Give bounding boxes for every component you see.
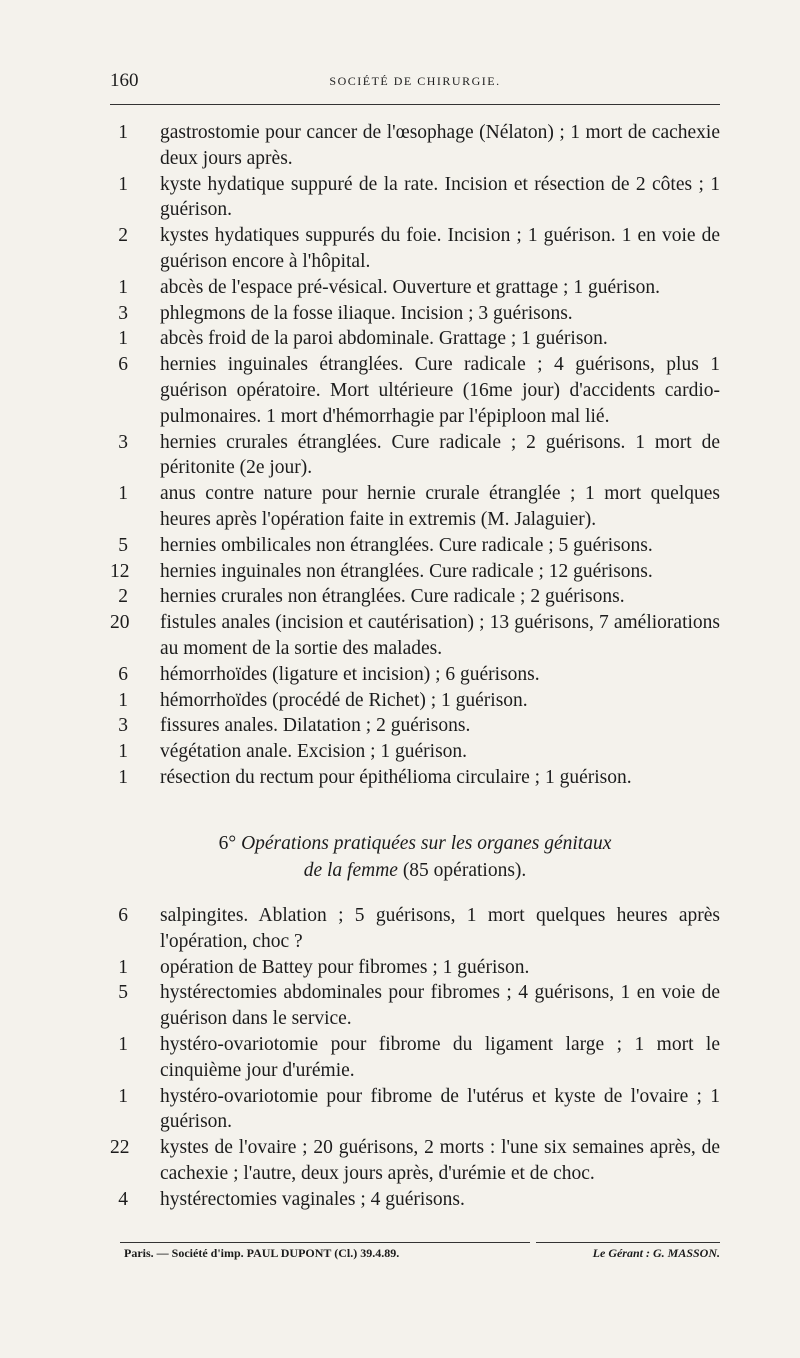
entry-count: 3 [118, 715, 128, 737]
section-heading [110, 830, 720, 884]
page-header [110, 70, 720, 94]
entry-text: hémorrhoïdes (procédé de Richet) ; 1 guérison. [160, 689, 528, 711]
entry-text: hernies crurales non étranglées. Cure radicale ; 2 guérisons. [160, 586, 625, 608]
entry-count: 1 [118, 122, 128, 143]
entry-count: 1 [118, 173, 128, 195]
section-count: (85 opérations). [402, 860, 527, 881]
list-item [110, 980, 720, 1032]
entry-count: 5 [118, 534, 128, 556]
section-number: 6° [218, 833, 237, 854]
entry-text: anus contre nature pour hernie crurale étranglée ; 1 mort quelques heures après l'opération faite in extremis (M. Jalaguier). [160, 483, 720, 530]
entry-text: hernies inguinales non étranglées. Cure radicale ; 12 guérisons. [160, 560, 653, 582]
list-item [110, 223, 720, 275]
entry-count: 22 [110, 1137, 130, 1159]
entry-count: 5 [118, 982, 128, 1004]
list-item [110, 1187, 720, 1213]
entry-text: hystérectomies abdominales pour fibromes ; 4 guérisons, 1 en voie de guérison dans le service. [160, 982, 720, 1030]
entry-text: hémorrhoïdes (ligature et incision) ; 6 guérisons. [160, 663, 540, 685]
entry-count: 12 [110, 560, 130, 582]
entry-count: 2 [118, 586, 128, 608]
list-item [110, 765, 720, 791]
entry-text: abcès de l'espace pré-vésical. Ouverture et grattage ; 1 guérison. [160, 276, 660, 298]
entry-text: gastrostomie pour cancer de l'œsophage (Nélaton) ; 1 mort de cachexie deux jours après. [160, 122, 720, 169]
entry-count: 1 [118, 483, 128, 505]
entry-count: 1 [118, 689, 128, 711]
entry-text: kystes hydatiques suppurés du foie. Incision ; 1 guérison. 1 en voie de guérison encore à l'hôpital. [160, 225, 720, 272]
list-item [110, 481, 720, 533]
entry-text: hernies inguinales étranglées. Cure radicale ; 4 guérisons, plus 1 guérison opératoire. Mort ultérieure (16me jour) d'accidents cardio-pulmonaires. 1 mort d'hémorrhagie par l'épiploon mal lié. [160, 354, 720, 427]
entry-count: 1 [118, 956, 128, 978]
list-item [110, 275, 720, 301]
list-item [110, 1032, 720, 1084]
list-item [110, 739, 720, 765]
list-item [110, 326, 720, 352]
entry-text: hystéro-ovariotomie pour fibrome du ligament large ; 1 mort le cinquième jour d'urémie. [160, 1033, 720, 1081]
list-item [110, 352, 720, 429]
entry-count: 1 [118, 741, 128, 763]
list-item [110, 662, 720, 688]
printer-imprint: Paris. — Société d'imp. PAUL DUPONT (Cl.) 39.4.89. [124, 1246, 400, 1260]
entry-text: phlegmons de la fosse iliaque. Incision ; 3 guérisons. [160, 302, 573, 324]
entry-count: 1 [118, 766, 128, 788]
operations-list-female-genital [110, 903, 720, 1213]
list-item [110, 903, 720, 955]
entry-text: fissures anales. Dilatation ; 2 guérisons. [160, 715, 471, 737]
entry-text: hernies crurales étranglées. Cure radicale ; 2 guérisons. 1 mort de péritonite (2e jour). [160, 431, 720, 479]
list-item [110, 610, 720, 662]
entry-count: 1 [118, 276, 128, 298]
page-footer [120, 1242, 720, 1266]
list-item [110, 559, 720, 585]
running-title: SOCIÉTÉ DE CHIRURGIE. [329, 74, 501, 88]
list-item [110, 120, 720, 172]
list-item [110, 688, 720, 714]
entry-count: 3 [118, 302, 128, 324]
list-item [110, 1135, 720, 1187]
entry-text: hernies ombilicales non étranglées. Cure radicale ; 5 guérisons. [160, 534, 653, 556]
entry-text: hystérectomies vaginales ; 4 guérisons. [160, 1188, 465, 1210]
entry-count: 6 [118, 905, 128, 926]
footer-rule [536, 1242, 720, 1243]
entry-count: 20 [110, 612, 130, 634]
entry-text: hystéro-ovariotomie pour fibrome de l'utérus et kyste de l'ovaire ; 1 guérison. [160, 1085, 720, 1133]
list-item [110, 430, 720, 482]
list-item [110, 955, 720, 981]
section-title-line2: de la femme [303, 860, 398, 881]
entry-count: 2 [118, 225, 128, 247]
entry-count: 3 [118, 431, 128, 453]
entry-count: 1 [118, 1085, 128, 1107]
entry-text: abcès froid de la paroi abdominale. Grattage ; 1 guérison. [160, 328, 608, 350]
entry-text: opération de Battey pour fibromes ; 1 guérison. [160, 956, 530, 978]
manager-credit: Le Gérant : G. MASSON. [592, 1246, 720, 1260]
entry-count: 6 [118, 663, 128, 685]
list-item [110, 533, 720, 559]
section-title-line1: Opérations pratiquées sur les organes génitaux [241, 833, 612, 854]
entry-text: kyste hydatique suppuré de la rate. Incision et résection de 2 côtes ; 1 guérison. [160, 173, 720, 221]
list-item [110, 584, 720, 610]
list-item [110, 1084, 720, 1136]
entry-text: salpingites. Ablation ; 5 guérisons, 1 mort quelques heures après l'opération, choc ? [160, 905, 720, 952]
footer-rule [120, 1242, 530, 1243]
list-item [110, 172, 720, 224]
entry-text: fistules anales (incision et cautérisation) ; 13 guérisons, 7 améliorations au moment de la sortie des malades. [160, 612, 720, 659]
list-item [110, 713, 720, 739]
operations-list-abdomen [110, 120, 720, 791]
entry-count: 4 [118, 1188, 128, 1210]
entry-count: 1 [118, 1033, 128, 1055]
entry-count: 1 [118, 328, 128, 350]
entry-text: résection du rectum pour épithélioma circulaire ; 1 guérison. [160, 766, 632, 788]
header-rule [110, 104, 720, 105]
entry-text: végétation anale. Excision ; 1 guérison. [160, 741, 468, 763]
entry-text: kystes de l'ovaire ; 20 guérisons, 2 morts : l'une six semaines après, de cachexie ; l'autre, deux jours après, d'urémie et de choc. [160, 1137, 720, 1184]
entry-count: 6 [118, 354, 128, 376]
list-item [110, 301, 720, 327]
page-number: 160 [110, 70, 139, 91]
